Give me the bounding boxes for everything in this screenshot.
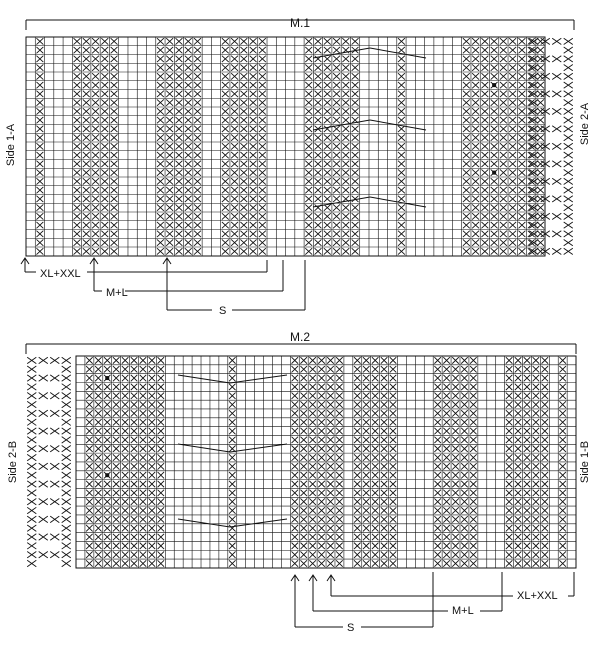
- knit-x-cell: [552, 108, 561, 114]
- knit-x-cell: [62, 498, 71, 504]
- knit-x-cell: [62, 428, 71, 434]
- dot-mark: [105, 473, 109, 477]
- knit-x-cell: [564, 239, 573, 245]
- knit-x-cell: [27, 543, 36, 549]
- knit-x-cell: [62, 560, 71, 566]
- knit-x-cell: [39, 551, 48, 557]
- knit-x-cell: [552, 38, 561, 44]
- knit-x-cell: [27, 551, 36, 557]
- knit-x-cell: [27, 516, 36, 522]
- chart-title-m1: M.1: [289, 16, 311, 30]
- knit-x-cell: [27, 463, 36, 469]
- knit-x-cell: [50, 446, 59, 452]
- knit-x-cell: [564, 126, 573, 132]
- knit-x-cell: [552, 73, 561, 79]
- knit-x-cell: [62, 366, 71, 372]
- dot-mark: [492, 171, 496, 175]
- knit-x-cell: [564, 178, 573, 184]
- knit-x-cell: [62, 410, 71, 416]
- knit-x-cell: [564, 231, 573, 237]
- knit-x-cell: [564, 248, 573, 254]
- knit-x-cell: [564, 64, 573, 70]
- knit-x-cell: [62, 481, 71, 487]
- knit-x-cell: [62, 393, 71, 399]
- knit-x-cell: [62, 525, 71, 531]
- knit-x-cell: [62, 375, 71, 381]
- knit-x-cell: [552, 126, 561, 132]
- size-label-xl-m1: XL+XXL: [40, 268, 81, 280]
- knit-x-cell: [564, 169, 573, 175]
- knit-x-cell: [39, 498, 48, 504]
- knit-x-cell: [39, 428, 48, 434]
- knit-x-cell: [27, 428, 36, 434]
- knit-x-cell: [27, 472, 36, 478]
- knit-x-cell: [62, 384, 71, 390]
- knit-x-cell: [62, 551, 71, 557]
- knit-x-cell: [27, 357, 36, 363]
- side-label-left-m2: Side 2-B: [7, 440, 19, 484]
- knit-x-cell: [564, 161, 573, 167]
- side-label-right-m1: Side 2-A: [579, 102, 591, 146]
- knit-x-cell: [62, 534, 71, 540]
- knit-x-cell: [27, 384, 36, 390]
- knit-x-cell: [564, 204, 573, 210]
- knit-x-cell: [564, 134, 573, 140]
- size-label-ml-m1: M+L: [106, 287, 128, 299]
- knit-x-cell: [27, 419, 36, 425]
- knit-x-cell: [39, 357, 48, 363]
- knit-x-cell: [564, 187, 573, 193]
- knit-x-cell: [62, 516, 71, 522]
- knit-x-cell: [50, 357, 59, 363]
- knit-x-cell: [62, 543, 71, 549]
- knit-x-cell: [27, 507, 36, 513]
- knit-x-cell: [564, 56, 573, 62]
- knit-x-cell: [552, 248, 561, 254]
- knit-x-cell: [27, 410, 36, 416]
- knit-x-cell: [564, 73, 573, 79]
- dot-mark: [492, 83, 496, 87]
- knit-x-cell: [39, 534, 48, 540]
- knit-x-cell: [564, 117, 573, 123]
- knit-x-cell: [564, 152, 573, 158]
- knit-x-cell: [27, 366, 36, 372]
- knit-x-cell: [27, 481, 36, 487]
- knit-x-cell: [62, 472, 71, 478]
- knit-x-cell: [62, 463, 71, 469]
- size-label-ml-m2: M+L: [452, 605, 474, 617]
- knit-x-cell: [62, 507, 71, 513]
- knit-x-cell: [27, 498, 36, 504]
- knit-x-cell: [50, 428, 59, 434]
- knit-x-cell: [27, 375, 36, 381]
- knit-x-cell: [564, 82, 573, 88]
- knit-x-cell: [39, 375, 48, 381]
- dot-mark: [105, 376, 109, 380]
- knit-x-cell: [27, 534, 36, 540]
- knit-x-cell: [564, 91, 573, 97]
- knit-x-cell: [27, 401, 36, 407]
- knit-x-cell: [552, 178, 561, 184]
- knit-x-cell: [50, 498, 59, 504]
- knit-x-cell: [62, 437, 71, 443]
- knit-x-cell: [50, 410, 59, 416]
- size-label-xl-m2: XL+XXL: [517, 590, 558, 602]
- knit-x-cell: [62, 419, 71, 425]
- knit-x-cell: [50, 393, 59, 399]
- knit-x-cell: [552, 231, 561, 237]
- knit-x-cell: [564, 213, 573, 219]
- chart-title-m2: M.2: [289, 330, 311, 344]
- side-label-left-m1: Side 1-A: [5, 123, 17, 167]
- side-label-right-m2: Side 1-B: [579, 440, 591, 484]
- knit-x-cell: [62, 446, 71, 452]
- knit-x-cell: [564, 222, 573, 228]
- knit-x-cell: [27, 446, 36, 452]
- knit-x-cell: [39, 516, 48, 522]
- knit-x-cell: [39, 393, 48, 399]
- knit-x-cell: [50, 534, 59, 540]
- knit-x-cell: [50, 551, 59, 557]
- knit-x-cell: [50, 375, 59, 381]
- knit-x-cell: [62, 454, 71, 460]
- size-label-s-m2: S: [347, 622, 355, 634]
- size-label-s-m1: S: [219, 305, 227, 317]
- knit-x-cell: [27, 490, 36, 496]
- knit-x-cell: [552, 161, 561, 167]
- knit-x-cell: [39, 481, 48, 487]
- knit-x-cell: [564, 196, 573, 202]
- knit-x-cell: [27, 393, 36, 399]
- knit-x-cell: [564, 47, 573, 53]
- knit-x-cell: [27, 525, 36, 531]
- knit-x-cell: [552, 91, 561, 97]
- knit-x-cell: [552, 213, 561, 219]
- knit-x-cell: [564, 143, 573, 149]
- knit-x-cell: [552, 56, 561, 62]
- knit-x-cell: [39, 463, 48, 469]
- knit-x-cell: [62, 357, 71, 363]
- knit-x-cell: [564, 38, 573, 44]
- knit-x-cell: [552, 196, 561, 202]
- knit-x-cell: [50, 481, 59, 487]
- knit-x-cell: [39, 410, 48, 416]
- knit-x-cell: [62, 401, 71, 407]
- knit-x-cell: [27, 560, 36, 566]
- knit-x-cell: [552, 143, 561, 149]
- knit-x-cell: [564, 108, 573, 114]
- knit-x-cell: [50, 516, 59, 522]
- knit-x-cell: [50, 463, 59, 469]
- knit-x-cell: [62, 490, 71, 496]
- knit-x-cell: [27, 454, 36, 460]
- knit-x-cell: [39, 446, 48, 452]
- knit-x-cell: [564, 99, 573, 105]
- knit-x-cell: [27, 437, 36, 443]
